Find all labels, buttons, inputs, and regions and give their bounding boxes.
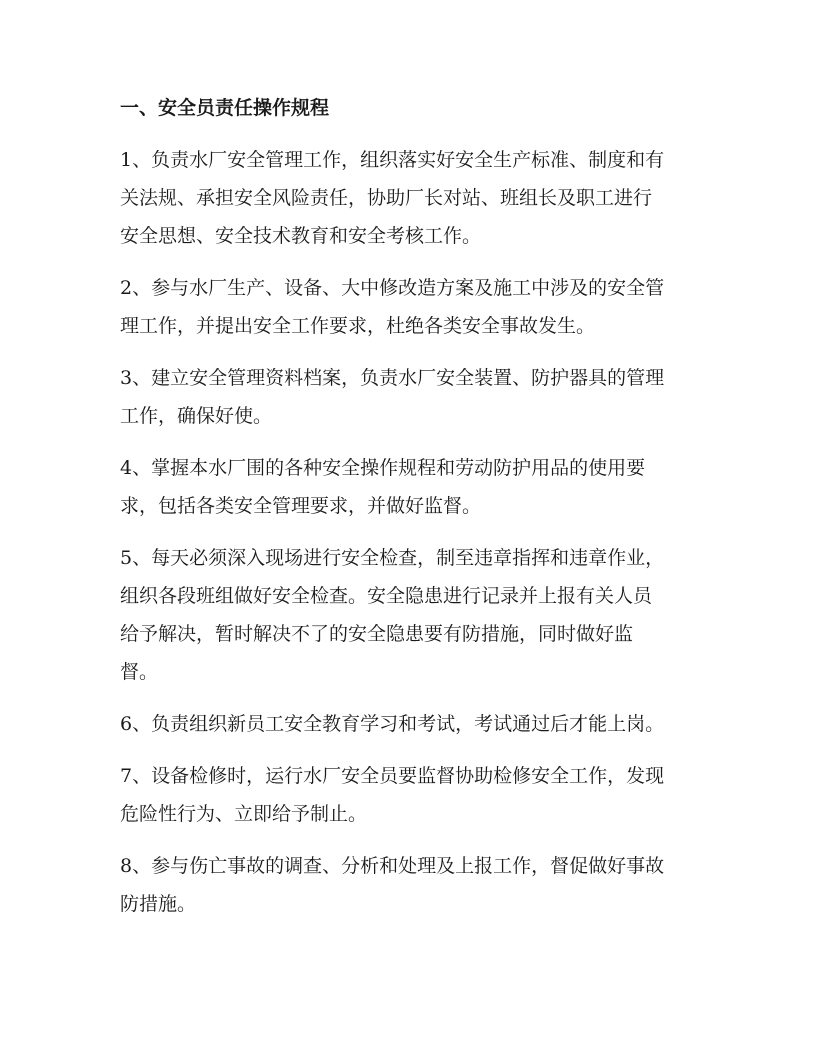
paragraph-7 [120,757,700,833]
document-body [120,89,700,923]
paragraph-list [120,141,700,923]
paragraph-line: 危险性行为、立即给予制止。 [120,803,368,825]
paragraph-line: 求，包括各类安全管理要求，并做好监督。 [120,495,482,517]
paragraph-5 [120,539,700,691]
paragraph-line: 关法规、承担安全风险责任，协助厂长对站、班组长及职工进行 [120,187,653,209]
paragraph-line: 8、参与伤亡事故的调查、分析和处理及上报工作，督促做好事故 [120,855,665,877]
paragraph-line: 组织各段班组做好安全检查。安全隐患进行记录并上报有关人员 [120,585,653,607]
paragraph-line: 2、参与水厂生产、设备、大中修改造方案及施工中涉及的安全管 [120,277,665,299]
paragraph-4 [120,449,700,525]
paragraph-line: 1、负责水厂安全管理工作，组织落实好安全生产标准、制度和有 [120,149,665,171]
paragraph-line: 防措施。 [120,893,197,915]
paragraph-line: 理工作，并提出安全工作要求，杜绝各类安全事故发生。 [120,315,596,337]
paragraph-line: 督。 [120,661,159,683]
paragraph-line: 安全思想、安全技术教育和安全考核工作。 [120,225,482,247]
paragraph-line: 5、每天必须深入现场进行安全检查，制至违章指挥和违章作业， [120,547,665,569]
paragraph-6 [120,705,700,743]
paragraph-line: 7、设备检修时，运行水厂安全员要监督协助检修安全工作，发现 [120,765,665,787]
paragraph-line: 工作，确保好使。 [120,405,273,427]
paragraph-line: 给予解决，暂时解决不了的安全隐患要有防措施，同时做好监 [120,623,634,645]
paragraph-line: 6、负责组织新员工安全教育学习和考试，考试通过后才能上岗。 [120,713,665,735]
paragraph-8 [120,847,700,923]
section-title: 一、安全员责任操作规程 [120,97,330,119]
paragraph-line: 4、掌握本水厂围的各种安全操作规程和劳动防护用品的使用要 [120,457,646,479]
paragraph-1 [120,141,700,255]
paragraph-2 [120,269,700,345]
paragraph-3 [120,359,700,435]
paragraph-line: 3、建立安全管理资料档案，负责水厂安全装置、防护器具的管理 [120,367,665,389]
